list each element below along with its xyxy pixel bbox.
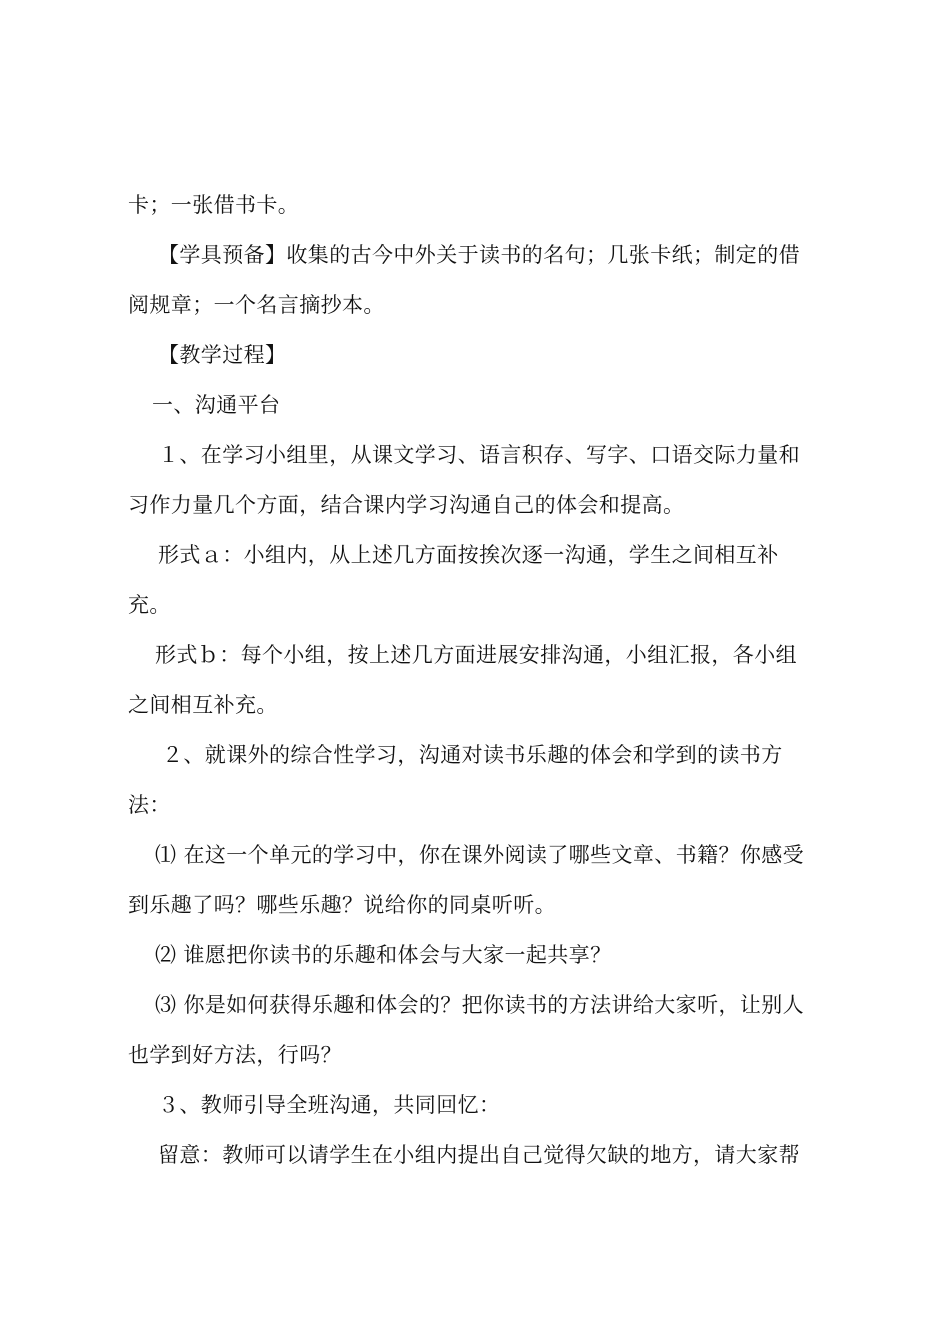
text-line: 阅规章；一个名言摘抄本。 — [128, 293, 385, 317]
text-line: 也学到好方法，行吗？ — [128, 1043, 342, 1067]
text-line: 之间相互补充。 — [128, 693, 278, 717]
text-line: 法： — [128, 793, 171, 817]
text-line: 形式ａ：小组内，从上述几方面按挨次逐一沟通，学生之间相互补 — [158, 543, 779, 567]
text-line: 到乐趣了吗？哪些乐趣？说给你的同桌听听。 — [128, 893, 556, 917]
text-line: ⑵ 谁愿把你读书的乐趣和体会与大家一起共享？ — [155, 943, 612, 967]
section-heading: 【教学过程】 — [158, 343, 287, 367]
text-line: 充。 — [128, 593, 171, 617]
text-line: ⑴ 在这一个单元的学习中，你在课外阅读了哪些文章、书籍？你感受 — [155, 843, 805, 867]
section-heading: 一、沟通平台 — [152, 393, 281, 417]
text-line: 留意：教师可以请学生在小组内提出自己觉得欠缺的地方，请大家帮 — [158, 1143, 800, 1167]
text-line: ２、就课外的综合性学习，沟通对读书乐趣的体会和学到的读书方 — [162, 743, 783, 767]
text-line: ⑶ 你是如何获得乐趣和体会的？把你读书的方法讲给大家听，让别人 — [155, 993, 805, 1017]
text-line: 习作力量几个方面，结合课内学习沟通自己的体会和提高。 — [128, 493, 685, 517]
text-line: 卡；一张借书卡。 — [128, 193, 300, 217]
text-line: ３、教师引导全班沟通，共同回忆： — [158, 1093, 501, 1117]
text-line: 形式ｂ：每个小组，按上述几方面进展安排沟通，小组汇报，各小组 — [155, 643, 797, 667]
text-line: １、在学习小组里，从课文学习、语言积存、写字、口语交际力量和 — [158, 443, 800, 467]
text-line: 【学具预备】收集的古今中外关于读书的名句；几张卡纸；制定的借 — [158, 243, 800, 267]
